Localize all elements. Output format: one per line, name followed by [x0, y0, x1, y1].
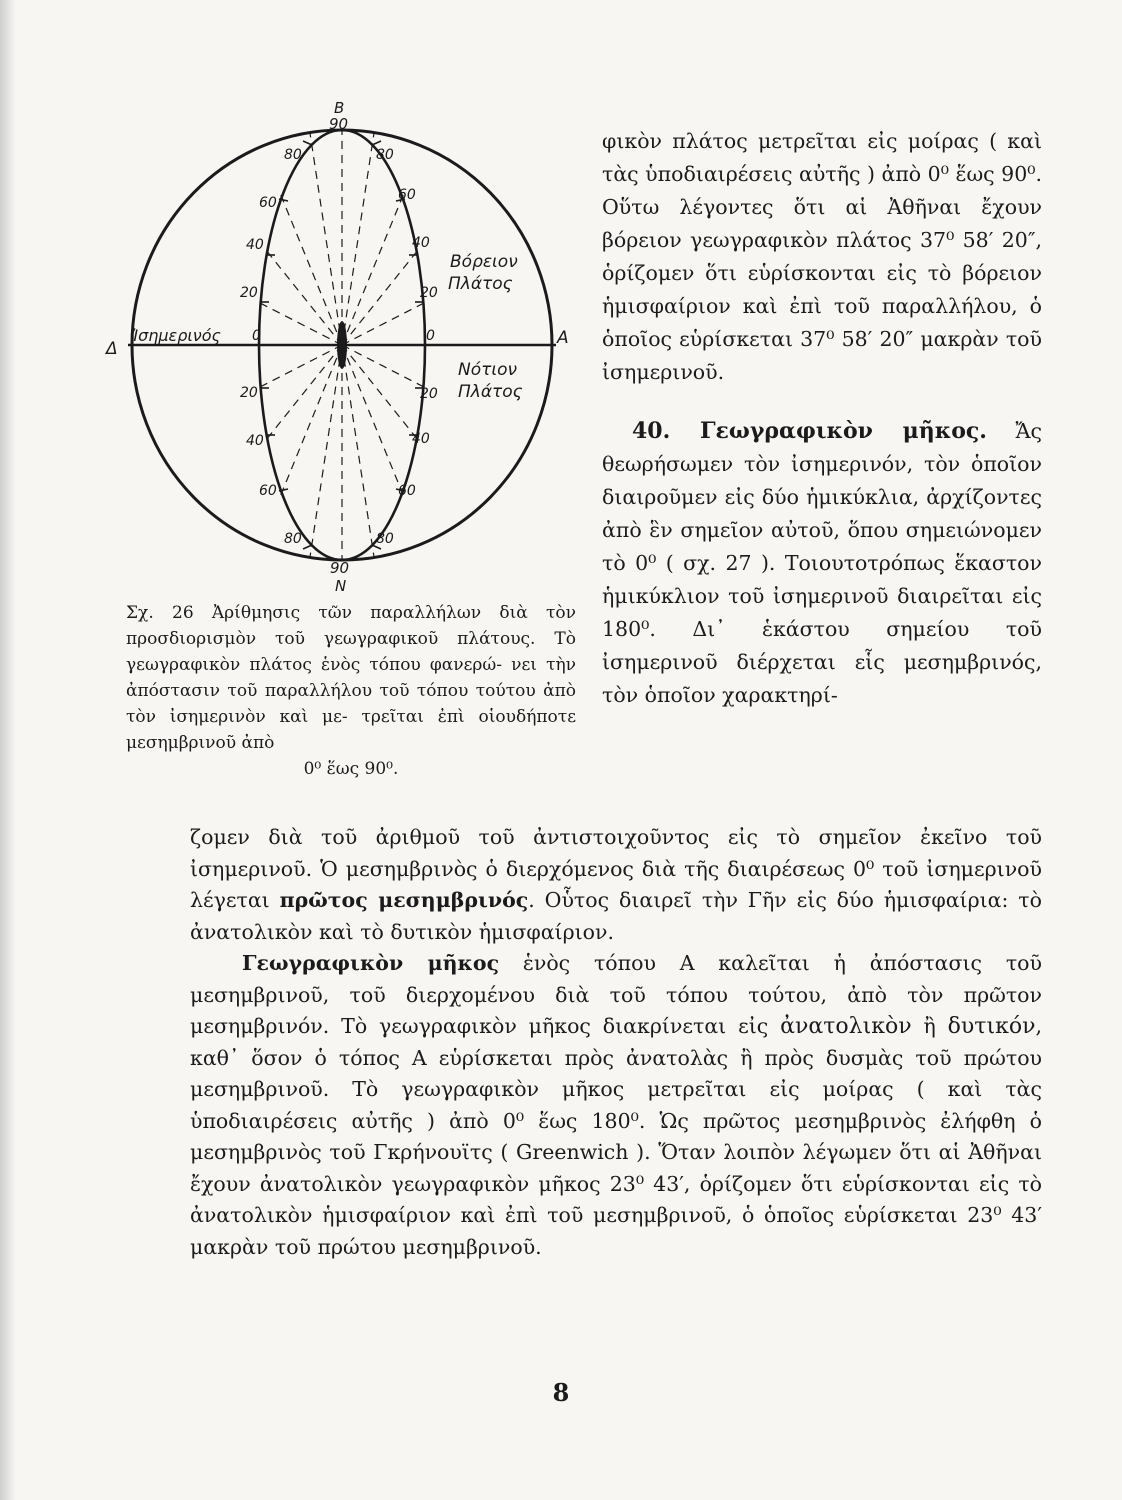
section-40-paragraph — [602, 415, 1042, 712]
latitude-diagram — [100, 95, 580, 595]
equator-label: Ἰσημερινός — [132, 326, 221, 345]
page-number: 8 — [552, 1378, 570, 1407]
zero-left: 0 — [252, 328, 261, 344]
term-western: δυτικόν — [947, 1014, 1036, 1039]
south-latitude-label-2: Πλάτος — [458, 382, 523, 402]
tick-label-20-sw: 20 — [240, 385, 258, 401]
tick-label-40-ne: 40 — [412, 235, 430, 251]
paragraph-latitude-end: φικὸν πλάτος μετρεῖται εἰς μοίρας ( καὶ τὰς ὑποδιαιρέσεις αὐτῆς ) ἀπὸ 0⁰ ἕως 90⁰. Οὕτω λέγοντες ὅτι αἱ Ἀθῆναι ἔχουν βόρειον γεωγραφικὸν πλάτος 37⁰ 58′ 20″, ὁρίζομεν ὅτι εὑρίσκονται εἰς τὸ βόρειον ἡμισφαίριον καὶ ἐπὶ τοῦ παραλλήλου, ὁ ὁποῖος εὑρίσκεται 37⁰ 58′ 20″ μακρὰν τοῦ ἰσημερινοῦ. — [602, 129, 1042, 384]
caption-line: τρεῖται ἐπὶ οἱουδήποτε μεσημβρινοῦ ἀπὸ — [126, 707, 577, 753]
south-pole-letter: N — [335, 577, 347, 595]
tick-label-80-se: 80 — [376, 531, 394, 547]
tick-label-20-ne: 20 — [420, 285, 438, 301]
tick-label-20-se: 20 — [420, 386, 438, 402]
north-latitude-label-1: Βόρειον — [450, 252, 518, 272]
text-span: ἑνὸς τόπου Α καλεῖται ἡ ἀπόστασις τοῦ μεσημβρινοῦ, τοῦ διερχομένου διὰ τοῦ τόπου τούτου, ἀπὸ τὸν πρῶτον μεσημβρινόν. Τὸ γεωγραφικὸν μῆκος διακρίνεται εἰς — [190, 951, 1042, 1038]
centre-mark — [337, 321, 347, 369]
north-pole-letter: B — [334, 99, 345, 117]
caption-line: Τὸ γεωγραφικὸν πλάτος ἑνὸς τόπου φανερώ- — [126, 629, 576, 675]
west-letter: Δ — [106, 339, 118, 359]
east-letter: Α — [557, 328, 569, 348]
caption-line: νει τὴν ἀπόστασιν τοῦ παραλλήλου τοῦ — [126, 655, 576, 701]
tick-label-80-ne: 80 — [376, 147, 394, 163]
figure-caption — [126, 600, 576, 782]
tick-label-40-sw: 40 — [246, 433, 264, 449]
latitude-figure — [100, 95, 580, 595]
tick-label-80-nw: 80 — [284, 147, 302, 163]
caption-line: προσδιορισμὸν τοῦ γεωγραφικοῦ πλάτους. — [126, 629, 536, 649]
tick-label-60-ne: 60 — [398, 187, 416, 203]
caption-line: τόπου τούτου ἀπὸ τὸν ἰσημερινὸν καὶ με- — [126, 681, 576, 727]
north-latitude-label-2: Πλάτος — [448, 274, 513, 294]
text-span: . Οὗτος διαιρεῖ τὴν Γῆν εἰς δύο ἡμισφαίρια: τὸ ἀνατολικὸν καὶ τὸ δυτικὸν ἡμισφαίριον. — [190, 888, 1042, 944]
tick-label-60-nw: 60 — [259, 195, 277, 211]
caption-line: Σχ. 26 Ἀρίθμησις τῶν παραλλήλων διὰ τὸν — [126, 603, 576, 623]
caption-last-line: 0⁰ ἕως 90⁰. — [303, 759, 399, 779]
text-span: , καθ᾽ ὅσον ὁ τόπος Α εὑρίσκεται πρὸς ἀνατολὰς ἢ πρὸς δυσμὰς τοῦ πρώτου μεσημβρινοῦ. Τὸ γεωγραφικὸν μῆκος μετρεῖται εἰς μοίρας ( καὶ τὰς ὑποδιαιρέσεις αὐτῆς ) ἀπὸ 0⁰ ἕως 180⁰. Ὡς πρῶτος μεσημβρινὸς ἐλήφθη ὁ μεσημβρινὸς τοῦ Γκρήνουϊτς ( Greenwich ). Ὅταν λοιπὸν λέγωμεν ὅτι αἱ Ἀθῆναι ἔχουν ἀνατολικὸν γεωγραφικὸν μῆκος 23⁰ 43′, ὁρίζομεν ὅτι εὑρίσκονται εἰς τὸ ἀνατολικὸν ἡμισφαίριον καὶ ἐπὶ τοῦ μεσημβρινοῦ, ὁ ὁποῖος εὑρίσκεται 23⁰ 43′ μακρὰν τοῦ πρώτου μεσημβρινοῦ. — [190, 1014, 1042, 1259]
tick-label-60-se: 60 — [398, 483, 416, 499]
right-column — [602, 125, 1042, 712]
south-pole-value: 90 — [330, 559, 350, 577]
tick-label-80-sw: 80 — [284, 531, 302, 547]
bold-term-prime-meridian: πρῶτος μεσημβρινός — [279, 888, 529, 912]
tick-label-40-se: 40 — [412, 431, 430, 447]
full-width-text — [190, 822, 1042, 1263]
north-pole-value: 90 — [329, 115, 349, 133]
page-edge-shadow — [0, 0, 16, 1500]
zero-right: 0 — [426, 328, 435, 344]
text-span: ἢ — [923, 1014, 936, 1038]
bold-term-longitude: Γεωγραφικὸν μῆκος — [242, 951, 500, 975]
section-40-text: Ἄς θεωρήσωμεν τὸν ἰσημερινόν, τὸν ὁποῖον διαιροῦμεν εἰς δύο ἡμικύκλια, ἀρχίζοντες ἀπὸ ἓν σημεῖον αὐτοῦ, ὅπου σημειώνομεν τὸ 0⁰ ( σχ. 27 ). Τοιουτοτρόπως ἕκαστον ἡμικύκλιον τοῦ ἰσημερινοῦ διαιρεῖται εἰς 180⁰. Δι᾽ ἑκάστου σημείου τοῦ ἰσημερινοῦ διέρχεται εἷς μεσημβρινός, τὸν ὁποῖον χαρακτηρί- — [602, 419, 1042, 707]
south-latitude-label-1: Νότιον — [458, 360, 518, 380]
section-heading: 40. Γεωγραφικὸν μῆκος. — [632, 418, 987, 444]
paragraph-prime-meridian — [190, 822, 1042, 948]
tick-label-20-nw: 20 — [240, 285, 258, 301]
paragraph-longitude-definition — [190, 948, 1042, 1263]
tick-label-60-sw: 60 — [259, 483, 277, 499]
tick-label-40-nw: 40 — [246, 237, 264, 253]
text-span: ζομεν διὰ τοῦ ἀριθμοῦ τοῦ ἀντιστοιχοῦντος εἰς τὸ σημεῖον ἐκεῖνο τοῦ ἰσημερινοῦ. Ὁ μεσημβρινὸς ὁ διερχόμενος διὰ τῆς διαιρέσεως 0⁰ τοῦ ἰσημερινοῦ λέγεται — [190, 825, 1042, 912]
term-eastern: ἀνατολικὸν — [780, 1014, 912, 1039]
